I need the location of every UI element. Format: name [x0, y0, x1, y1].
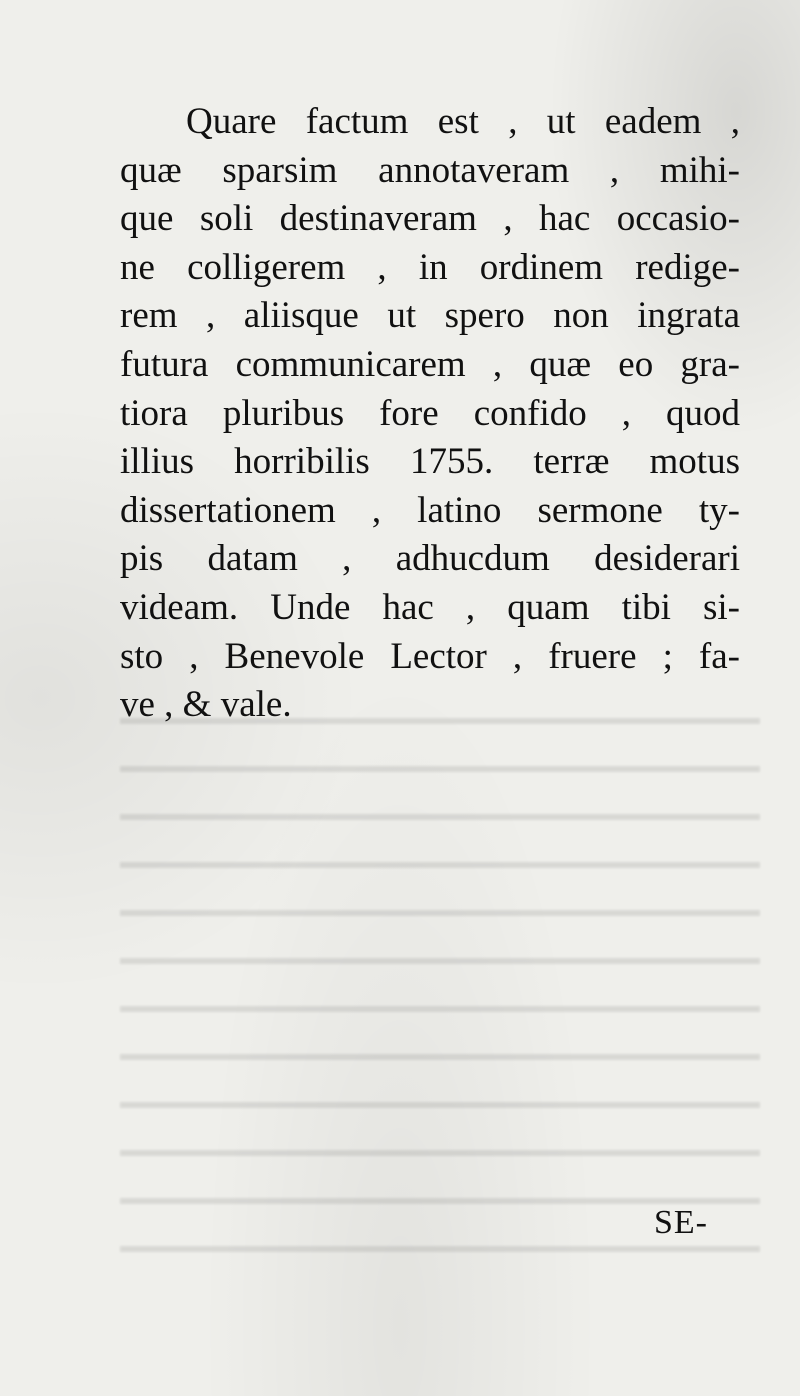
- text-line: que soli destinaveram , hac occasio-: [120, 198, 740, 240]
- text-line: videam. Unde hac , quam tibi si-: [120, 586, 740, 628]
- paragraph: [120, 98, 740, 730]
- text-line: rem , aliisque ut spero non ingrata: [120, 295, 740, 337]
- text-line: tiora pluribus fore confido , quod: [120, 392, 740, 434]
- text-line: ve , & vale.: [120, 684, 292, 726]
- show-through-text: [120, 700, 760, 1260]
- text-line: ne colligerem , in ordinem redige-: [120, 246, 740, 288]
- catchword: SE-: [654, 1204, 708, 1241]
- text-line: pis datam , adhucdum desiderari: [120, 538, 740, 580]
- text-line: Quare factum est , ut eadem ,: [186, 101, 740, 142]
- text-line: quæ sparsim annotaveram , mihi-: [120, 149, 740, 191]
- text-line: illius horribilis 1755. terræ motus: [120, 441, 740, 483]
- text-line: dissertationem , latino sermone ty-: [120, 489, 740, 531]
- text-line: sto , Benevole Lector , fruere ; fa-: [120, 635, 740, 677]
- text-line: futura communicarem , quæ eo gra-: [120, 343, 740, 385]
